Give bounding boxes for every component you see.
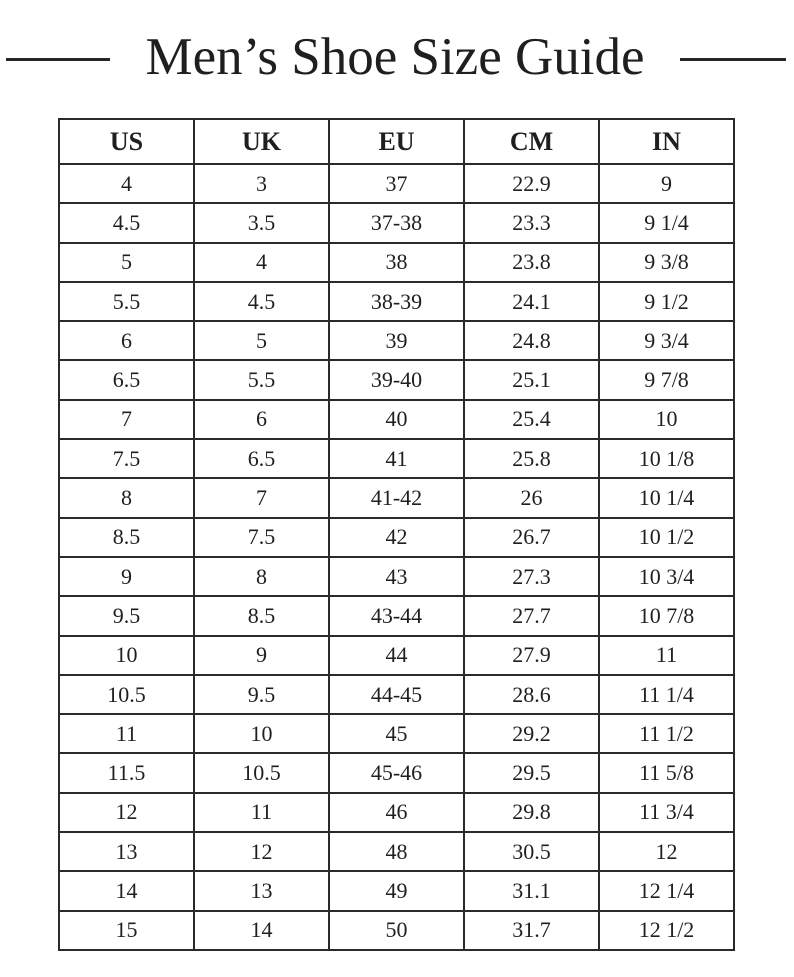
cell-cm: 26: [464, 478, 599, 517]
table-row: [59, 596, 734, 635]
cell-eu: 38-39: [329, 282, 464, 321]
cell-us: 12: [59, 793, 194, 832]
cell-eu: 49: [329, 871, 464, 910]
cell-us: 13: [59, 832, 194, 871]
cell-eu: 42: [329, 518, 464, 557]
table-row: [59, 360, 734, 399]
cell-cm: 26.7: [464, 518, 599, 557]
cell-in: 10: [599, 400, 734, 439]
cell-us: 9: [59, 557, 194, 596]
cell-in: 11 1/2: [599, 714, 734, 753]
cell-in: 12 1/2: [599, 911, 734, 950]
cell-cm: 29.2: [464, 714, 599, 753]
cell-uk: 4: [194, 243, 329, 282]
table-row: [59, 675, 734, 714]
cell-uk: 6.5: [194, 439, 329, 478]
cell-eu: 43: [329, 557, 464, 596]
cell-eu: 45: [329, 714, 464, 753]
cell-uk: 7: [194, 478, 329, 517]
cell-in: 12 1/4: [599, 871, 734, 910]
cell-eu: 43-44: [329, 596, 464, 635]
table-header-row: [59, 119, 734, 164]
cell-uk: 10: [194, 714, 329, 753]
cell-in: 10 1/8: [599, 439, 734, 478]
cell-us: 11.5: [59, 753, 194, 792]
cell-us: 5: [59, 243, 194, 282]
cell-us: 10: [59, 636, 194, 675]
table-row: [59, 203, 734, 242]
cell-us: 4: [59, 164, 194, 203]
title-row: [0, 22, 794, 92]
title-rule-right: [680, 58, 786, 61]
cell-in: 10 1/2: [599, 518, 734, 557]
cell-cm: 29.5: [464, 753, 599, 792]
cell-uk: 7.5: [194, 518, 329, 557]
cell-uk: 4.5: [194, 282, 329, 321]
cell-uk: 9: [194, 636, 329, 675]
cell-in: 9 7/8: [599, 360, 734, 399]
cell-us: 8: [59, 478, 194, 517]
cell-cm: 31.1: [464, 871, 599, 910]
cell-uk: 5: [194, 321, 329, 360]
cell-eu: 40: [329, 400, 464, 439]
size-chart-table: [58, 118, 735, 951]
table-row: [59, 832, 734, 871]
cell-cm: 31.7: [464, 911, 599, 950]
table-row: [59, 243, 734, 282]
table-row: [59, 439, 734, 478]
cell-uk: 6: [194, 400, 329, 439]
table-row: [59, 753, 734, 792]
table-row: [59, 636, 734, 675]
table-row: [59, 164, 734, 203]
table-row: [59, 400, 734, 439]
cell-uk: 8: [194, 557, 329, 596]
cell-in: 9 1/4: [599, 203, 734, 242]
cell-us: 6.5: [59, 360, 194, 399]
cell-us: 7.5: [59, 439, 194, 478]
cell-in: 11 5/8: [599, 753, 734, 792]
cell-in: 9 1/2: [599, 282, 734, 321]
cell-uk: 11: [194, 793, 329, 832]
cell-eu: 38: [329, 243, 464, 282]
cell-uk: 8.5: [194, 596, 329, 635]
cell-uk: 5.5: [194, 360, 329, 399]
cell-in: 9 3/4: [599, 321, 734, 360]
cell-in: 9: [599, 164, 734, 203]
header-us: US: [59, 119, 194, 164]
cell-in: 10 3/4: [599, 557, 734, 596]
table-body: [59, 164, 734, 950]
cell-us: 7: [59, 400, 194, 439]
cell-cm: 30.5: [464, 832, 599, 871]
cell-in: 11 3/4: [599, 793, 734, 832]
cell-in: 11 1/4: [599, 675, 734, 714]
cell-us: 14: [59, 871, 194, 910]
cell-cm: 24.8: [464, 321, 599, 360]
cell-eu: 41: [329, 439, 464, 478]
table-row: [59, 518, 734, 557]
cell-cm: 22.9: [464, 164, 599, 203]
cell-in: 9 3/8: [599, 243, 734, 282]
cell-uk: 14: [194, 911, 329, 950]
cell-uk: 3: [194, 164, 329, 203]
cell-in: 10 7/8: [599, 596, 734, 635]
cell-cm: 27.3: [464, 557, 599, 596]
cell-uk: 12: [194, 832, 329, 871]
table-row: [59, 714, 734, 753]
cell-us: 5.5: [59, 282, 194, 321]
cell-eu: 37: [329, 164, 464, 203]
cell-eu: 46: [329, 793, 464, 832]
cell-us: 10.5: [59, 675, 194, 714]
table-row: [59, 793, 734, 832]
cell-us: 9.5: [59, 596, 194, 635]
cell-in: 11: [599, 636, 734, 675]
cell-cm: 25.8: [464, 439, 599, 478]
cell-cm: 28.6: [464, 675, 599, 714]
table-row: [59, 911, 734, 950]
cell-eu: 50: [329, 911, 464, 950]
cell-us: 11: [59, 714, 194, 753]
cell-eu: 41-42: [329, 478, 464, 517]
cell-eu: 39: [329, 321, 464, 360]
cell-in: 10 1/4: [599, 478, 734, 517]
table-row: [59, 557, 734, 596]
table-row: [59, 478, 734, 517]
cell-eu: 39-40: [329, 360, 464, 399]
cell-cm: 27.9: [464, 636, 599, 675]
page-title: Men’s Shoe Size Guide: [145, 28, 645, 86]
cell-us: 8.5: [59, 518, 194, 557]
cell-cm: 27.7: [464, 596, 599, 635]
header-uk: UK: [194, 119, 329, 164]
cell-in: 12: [599, 832, 734, 871]
cell-cm: 23.8: [464, 243, 599, 282]
cell-uk: 10.5: [194, 753, 329, 792]
cell-cm: 23.3: [464, 203, 599, 242]
cell-us: 4.5: [59, 203, 194, 242]
cell-uk: 9.5: [194, 675, 329, 714]
table-row: [59, 871, 734, 910]
cell-cm: 25.4: [464, 400, 599, 439]
header-cm: CM: [464, 119, 599, 164]
header-eu: EU: [329, 119, 464, 164]
cell-us: 15: [59, 911, 194, 950]
cell-uk: 3.5: [194, 203, 329, 242]
cell-uk: 13: [194, 871, 329, 910]
cell-eu: 44: [329, 636, 464, 675]
table-row: [59, 321, 734, 360]
cell-cm: 24.1: [464, 282, 599, 321]
cell-eu: 44-45: [329, 675, 464, 714]
title-rule-left: [6, 58, 110, 61]
cell-cm: 25.1: [464, 360, 599, 399]
cell-us: 6: [59, 321, 194, 360]
table-row: [59, 282, 734, 321]
cell-eu: 48: [329, 832, 464, 871]
cell-eu: 37-38: [329, 203, 464, 242]
cell-cm: 29.8: [464, 793, 599, 832]
cell-eu: 45-46: [329, 753, 464, 792]
header-in: IN: [599, 119, 734, 164]
